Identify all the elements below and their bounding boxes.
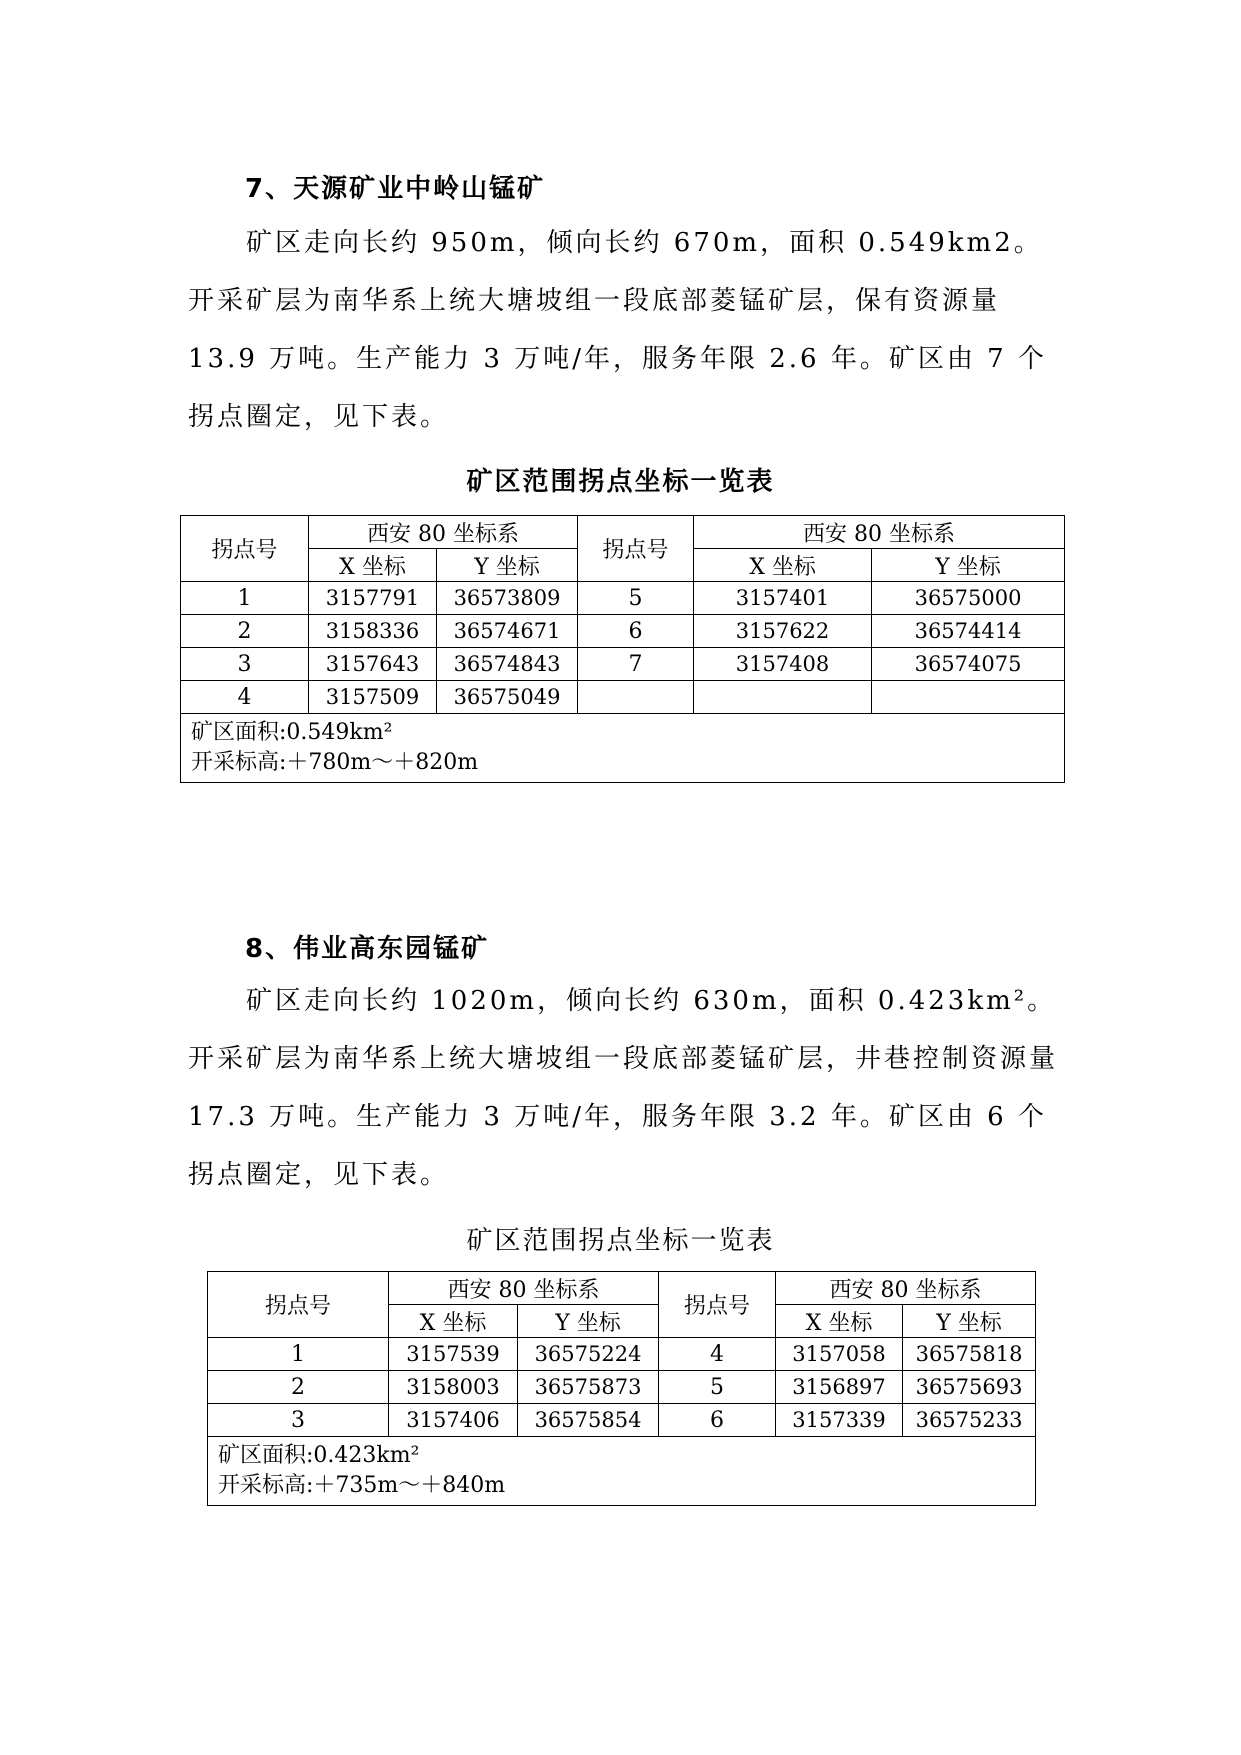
point-number: 6 [578,615,694,648]
point-number: 5 [659,1371,776,1404]
point-number-header: 拐点号 [578,516,694,582]
point-number: 2 [181,615,309,648]
coordinate-system-header: 西安 80 坐标系 [694,516,1065,549]
x-coordinate-header: X 坐标 [309,549,437,582]
point-number: 7 [578,648,694,681]
x-coordinate: 3157509 [309,681,437,714]
point-number: 4 [181,681,309,714]
y-coordinate: 36575224 [518,1338,659,1371]
section-8-table-title: 矿区范围拐点坐标一览表 [466,1226,775,1256]
point-number: 3 [208,1404,389,1437]
point-number: 1 [208,1338,389,1371]
y-coordinate: 36575818 [903,1338,1036,1371]
x-coordinate: 3157058 [776,1338,903,1371]
table-row [181,648,1065,681]
section-8-paragraph [188,972,1058,1204]
x-coordinate: 3157339 [776,1404,903,1437]
section-8-paragraph-text: 矿区走向长约 1020m，倾向长约 630m，面积 0.423km²。开采矿层为南华系上统大塘坡组一段底部菱锰矿层，井巷控制资源量 17.3 万吨。生产能力 3 万吨/年，服务年限 3.2 年。矿区由 6 个拐点圈定，见下表。 [188,986,1059,1190]
mining-elevation-note: 开采标高:＋780m～＋820m [191,750,479,775]
x-coordinate: 3157408 [694,648,872,681]
section-7-heading: 7、天源矿业中岭山锰矿 [245,174,546,204]
y-coordinate: 36575693 [903,1371,1036,1404]
point-number-header: 拐点号 [659,1272,776,1338]
coordinate-system-header: 西安 80 坐标系 [776,1272,1036,1305]
table-row [208,1404,1036,1437]
y-coordinate: 36575049 [437,681,578,714]
table-footer [208,1437,1036,1506]
y-coordinate: 36574843 [437,648,578,681]
point-number-header: 拐点号 [181,516,309,582]
y-coordinate-header: Y 坐标 [872,549,1065,582]
table-row [181,681,1065,714]
point-number-header: 拐点号 [208,1272,389,1338]
table-row [181,615,1065,648]
coordinate-system-header: 西安 80 坐标系 [309,516,578,549]
y-coordinate [872,681,1065,714]
x-coordinate: 3157406 [389,1404,518,1437]
y-coordinate: 36575854 [518,1404,659,1437]
y-coordinate-header: Y 坐标 [437,549,578,582]
y-coordinate: 36573809 [437,582,578,615]
coordinate-system-header: 西安 80 坐标系 [389,1272,659,1305]
point-number: 3 [181,648,309,681]
y-coordinate: 36574671 [437,615,578,648]
x-coordinate: 3158003 [389,1371,518,1404]
x-coordinate: 3157539 [389,1338,518,1371]
y-coordinate-header: Y 坐标 [518,1305,659,1338]
y-coordinate-header: Y 坐标 [903,1305,1036,1338]
point-number: 5 [578,582,694,615]
mining-elevation-note: 开采标高:＋735m～＋840m [218,1473,506,1498]
point-number: 2 [208,1371,389,1404]
y-coordinate: 36575000 [872,582,1065,615]
point-number: 6 [659,1404,776,1437]
table-row [181,582,1065,615]
x-coordinate: 3158336 [309,615,437,648]
x-coordinate: 3156897 [776,1371,903,1404]
x-coordinate: 3157401 [694,582,872,615]
section-8-heading: 8、伟业高东园锰矿 [245,934,490,964]
x-coordinate: 3157791 [309,582,437,615]
point-number: 1 [181,582,309,615]
y-coordinate: 36574075 [872,648,1065,681]
section-8-coordinate-table [207,1271,1036,1506]
x-coordinate-header: X 坐标 [776,1305,903,1338]
table-row [208,1371,1036,1404]
x-coordinate: 3157643 [309,648,437,681]
section-7-paragraph-text: 矿区走向长约 950m，倾向长约 670m，面积 0.549km2。开采矿层为南华系上统大塘坡组一段底部菱锰矿层，保有资源量 13.9 万吨。生产能力 3 万吨/年，服务年限 2.6 年。矿区由 7 个拐点圈定，见下表。 [188,228,1047,432]
point-number: 4 [659,1338,776,1371]
mine-area-note: 矿区面积:0.549km² [191,720,393,745]
mine-area-note: 矿区面积:0.423km² [218,1443,420,1468]
y-coordinate: 36575873 [518,1371,659,1404]
section-7-table-title: 矿区范围拐点坐标一览表 [466,467,775,497]
y-coordinate: 36574414 [872,615,1065,648]
section-7-paragraph [188,214,1058,446]
x-coordinate [694,681,872,714]
y-coordinate: 36575233 [903,1404,1036,1437]
table-row [208,1338,1036,1371]
table-footer [181,714,1065,783]
point-number [578,681,694,714]
x-coordinate-header: X 坐标 [694,549,872,582]
section-7-coordinate-table [180,515,1065,783]
x-coordinate: 3157622 [694,615,872,648]
x-coordinate-header: X 坐标 [389,1305,518,1338]
